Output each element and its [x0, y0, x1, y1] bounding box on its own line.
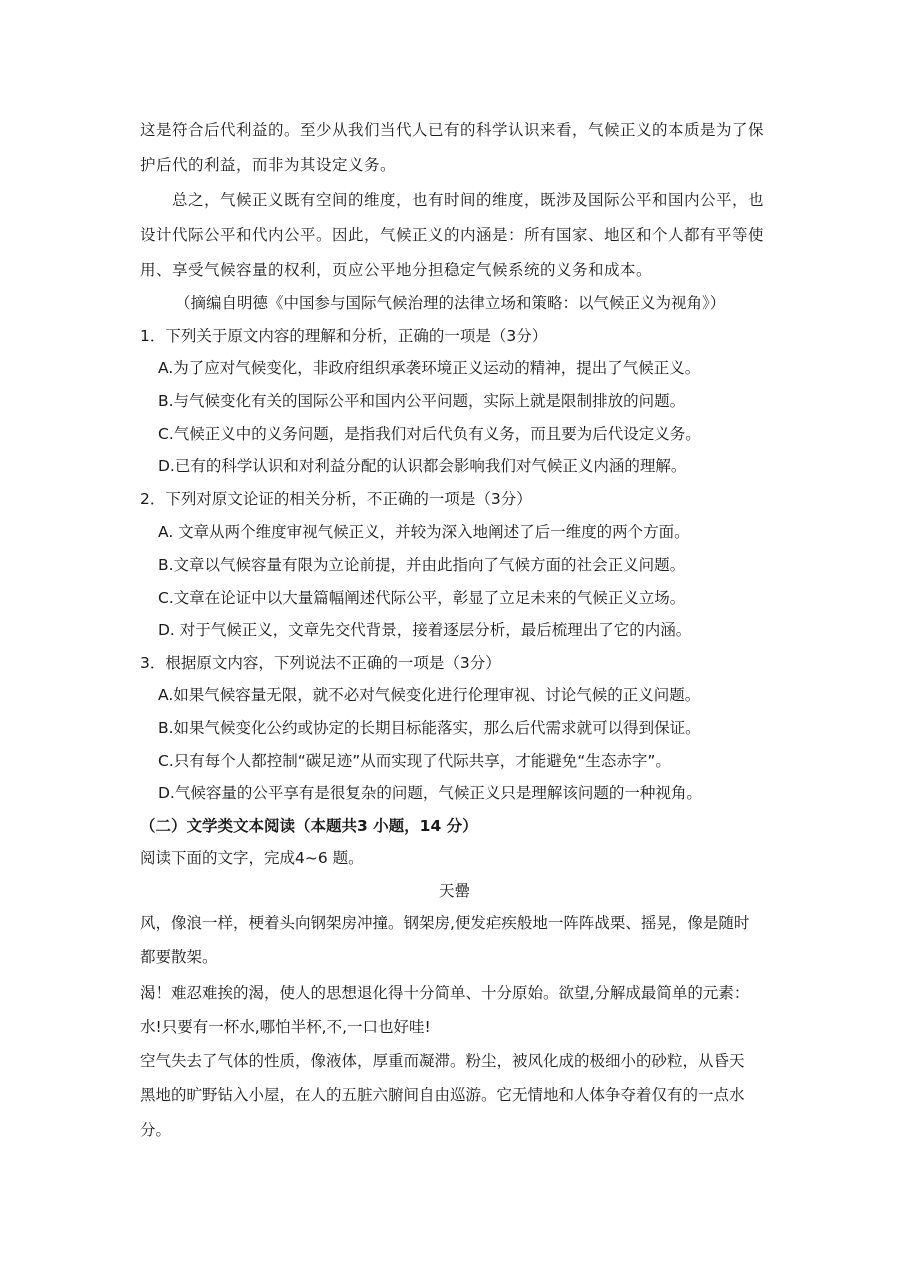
story-title: 天罍 — [438, 882, 470, 900]
question-2-option-b: B.文章以气候容量有限为立论前提，并由此指向了气候方面的社会正义问题。 — [158, 556, 686, 574]
source-citation: （摘编自明德《中国参与国际气候治理的法律立场和策略：以气候正义为视角》） — [175, 294, 726, 312]
story-line-1: 风，像浪一样，梗着头向钢架房冲撞。钢架房,便发疟疾般地一阵阵战栗、摇晃，像是随时 — [140, 914, 750, 932]
question-1-option-a: A.为了应对气候变化，非政府组织承袭环境正义运动的精神，提出了气候正义。 — [158, 359, 701, 377]
passage-line-4: 设计代际公平和代内公平。因此，气候正义的内涵是：所有国家、地区和个人都有平等使 — [140, 226, 765, 244]
question-2-option-c: C.文章在论证中以大量篇幅阐述代际公平，彰显了立足未来的气候正义立场。 — [158, 589, 686, 607]
question-1-option-c: C.气候正义中的义务问题，是指我们对后代负有义务，而且要为后代设定义务。 — [158, 425, 701, 443]
passage-line-2: 护后代的利益，而非为其设定义务。 — [140, 156, 397, 174]
question-3-option-d: D.气候容量的公平享有是很复杂的问题，气候正义只是理解该问题的一种视角。 — [158, 784, 702, 802]
section-instruction: 阅读下面的文字，完成4~6 题。 — [140, 849, 364, 867]
question-3-option-b: B.如果气候变化公约或协定的长期目标能落实，那么后代需求就可以得到保证。 — [158, 719, 701, 737]
question-3-option-a: A.如果气候容量无限，就不必对气候变化进行伦理审视、讨论气候的正义问题。 — [158, 686, 701, 704]
question-2-option-d: D. 对于气候正义，文章先交代背景，接着逐层分析，最后梳理出了它的内涵。 — [158, 621, 692, 639]
question-2-stem: 2．下列对原文论证的相关分析，不正确的一项是（3分） — [140, 490, 532, 508]
question-1-option-b: B.与气候变化有关的国际公平和国内公平问题，实际上就是限制排放的问题。 — [158, 392, 686, 410]
question-3-stem: 3．根据原文内容，下列说法不正确的一项是（3分） — [140, 654, 501, 672]
passage-line-5: 用、享受气候容量的权利，页应公平地分担稳定气候系统的义务和成本。 — [140, 261, 653, 279]
story-line-3: 渴！难忍难挨的渴，使人的思想退化得十分简单、十分原始。欲望,分解成最简单的元素： — [140, 984, 750, 1002]
story-line-5: 空气失去了气体的性质，像液体，厚重而凝滞。粉尘，被风化成的极细小的砂粒，从昏天 — [140, 1052, 745, 1070]
story-line-2: 都要散架。 — [140, 948, 218, 966]
passage-line-3: 总之，气候正义既有空间的维度，也有时间的维度，既涉及国际公平和国内公平，也 — [172, 191, 765, 209]
story-line-6: 黑地的旷野钻入小屋，在人的五脏六腑间自由巡游。它无情地和人体争夺着仅有的一点水 — [140, 1086, 745, 1104]
story-line-7: 分。 — [140, 1121, 172, 1139]
section-heading: （二）文学类文本阅读（本题共3 小题，14 分） — [140, 817, 478, 835]
passage-line-1: 这是符合后代利益的。至少从我们当代人已有的科学认识来看，气候正义的本质是为了保 — [140, 121, 765, 139]
question-3-option-c: C.只有每个人都控制“碳足迹”从而实现了代际共享，才能避免“生态赤字”。 — [158, 752, 671, 770]
question-1-stem: 1．下列关于原文内容的理解和分析，正确的一项是（3分） — [140, 327, 548, 345]
story-line-4: 水!只要有一杯水,哪怕半杯,不,一口也好哇! — [140, 1018, 431, 1036]
question-1-option-d: D.已有的科学认识和对利益分配的认识都会影响我们对气候正义内涵的理解。 — [158, 457, 687, 475]
question-2-option-a: A. 文章从两个维度审视气候正义，并较为深入地阐述了后一维度的两个方面。 — [158, 523, 690, 541]
